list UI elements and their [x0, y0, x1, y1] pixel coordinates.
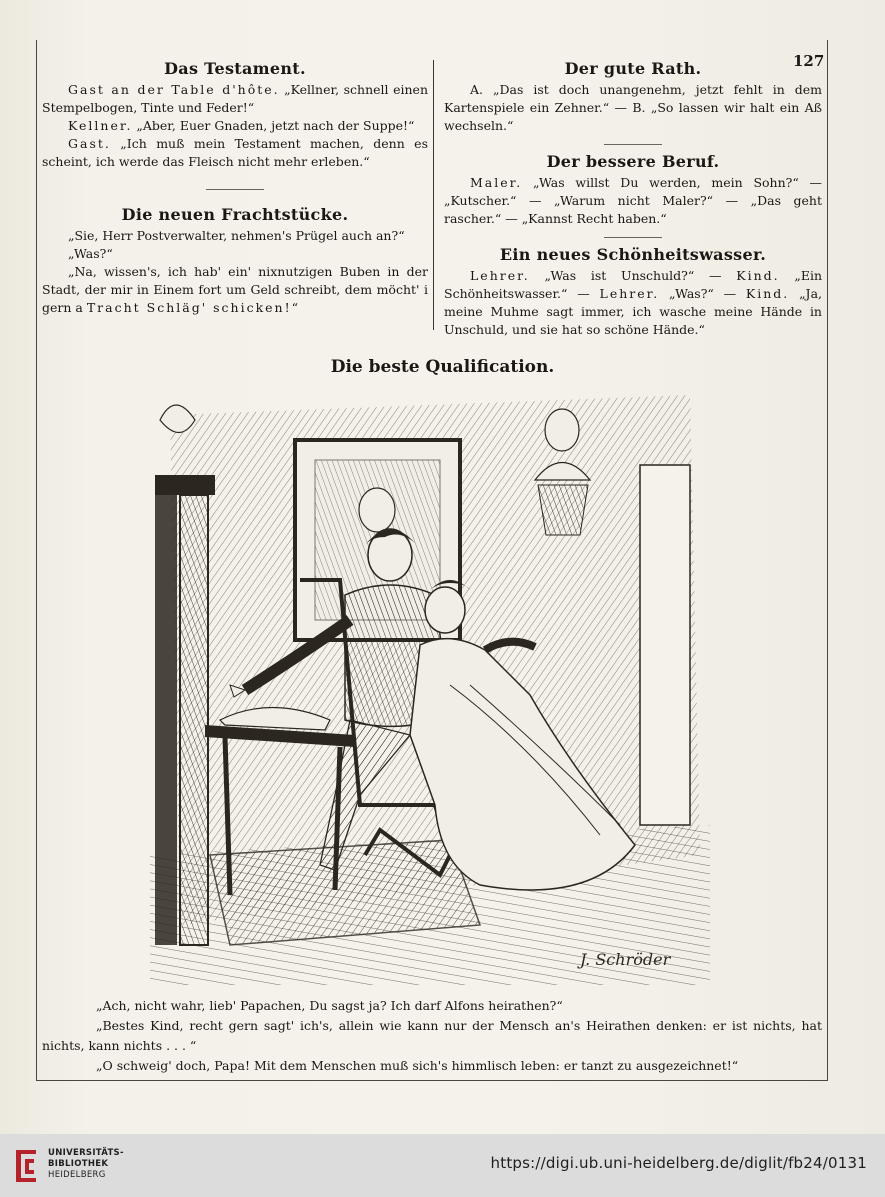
section-divider: [604, 237, 662, 238]
page-number: 127: [793, 52, 825, 70]
bessere-beruf-text: Maler. „Was willst Du werden, mein Sohn?“ — „Kutscher.“ — „Warum nicht Maler?“ — „Das geht rascher.“ — „Kannst Recht haben.“: [444, 175, 822, 226]
frachtstuecke-paragraph-2: „Was?“: [68, 246, 113, 261]
speaker-label: Kellner.: [68, 118, 133, 133]
permalink-url[interactable]: https://digi.ub.uni-heidelberg.de/diglit/fb24/0131: [490, 1154, 867, 1172]
speaker-label: Maler.: [470, 175, 523, 190]
illustration-title: Die beste Qualification.: [330, 357, 555, 377]
left-column: [42, 60, 428, 317]
engraving-illustration: [150, 385, 710, 985]
illustration-caption: [42, 996, 822, 1076]
right-column: [444, 60, 822, 339]
library-logo[interactable]: UNIVERSITÄTS- BIBLIOTHEK HEIDELBERG: [12, 1142, 132, 1188]
section-divider: [206, 189, 264, 190]
speaker-label: Gast.: [68, 136, 111, 151]
testament-paragraph-1: Gast an der Table d'hôte. „Kellner, schnell einen Stempelbogen, Tinte und Feder!“: [42, 82, 428, 115]
library-logo-icon: [12, 1146, 42, 1186]
viewer-footer-bar: [0, 1134, 885, 1197]
article-title-bessere-beruf: Der bessere Beruf.: [546, 152, 720, 171]
gute-rath-text: A. „Das ist doch unangenehm, jetzt fehlt in dem Kartenspiele ein Zehner.“ — B. „So lassen wir halt ein Aß wechseln.“: [444, 82, 822, 133]
artist-signature: J. Schröder: [580, 950, 671, 969]
article-title-schoenheitswasser: Ein neues Schönheitswasser.: [499, 245, 767, 264]
caption-line-1: „Ach, nicht wahr, lieb' Papachen, Du sagst ja? Ich darf Alfons heirathen?“: [96, 998, 563, 1013]
frachtstuecke-paragraph-1: „Sie, Herr Postverwalter, nehmen's Prügel auch an?“: [68, 228, 405, 243]
bed-post: [155, 475, 215, 495]
woman-head: [425, 587, 465, 633]
article-title-gute-rath: Der gute Rath.: [564, 59, 702, 78]
door-frame: [640, 465, 690, 825]
caption-line-3: „O schweig' doch, Papa! Mit dem Menschen muß sich's himmlisch leben: er tanzt zu ausgezeichnet!“: [96, 1058, 739, 1073]
article-title-frachtstuecke: Die neuen Frachtstücke.: [121, 205, 349, 224]
frachtstuecke-paragraph-3: „Na, wissen's, ich hab' ein' nixnutzigen Buben in der Stadt, der mir in Einem fort um Geld schreibt, dem möcht' i gern a Tracht Schläg' schicken!“: [42, 264, 428, 315]
testament-paragraph-3: Gast. „Ich muß mein Testament machen, denn es scheint, ich werde das Fleisch nicht mehr erleben.“: [42, 136, 428, 169]
bust: [545, 409, 579, 451]
section-divider: [604, 144, 662, 145]
testament-paragraph-2: Kellner. „Aber, Euer Gnaden, jetzt nach der Suppe!“: [68, 118, 415, 133]
article-title-testament: Das Testament.: [164, 59, 306, 78]
speaker-label: Gast an der Table d'hôte.: [68, 82, 280, 97]
column-divider: [433, 60, 434, 330]
schoenheitswasser-text: Lehrer. „Was ist Unschuld?“ — Kind. „Ein Schönheitswasser.“ — Lehrer. „Was?“ — Kind. „Ja, meine Muhme sagt immer, ich wasche meine Hände in Unschuld, und sie hat so schöne Hände.“: [444, 268, 823, 337]
caption-line-2: „Bestes Kind, recht gern sagt' ich's, allein wie kann nur der Mensch an's Heirathen denken: er ist nichts, hat nichts, kann nichts . . . “: [42, 1018, 822, 1053]
